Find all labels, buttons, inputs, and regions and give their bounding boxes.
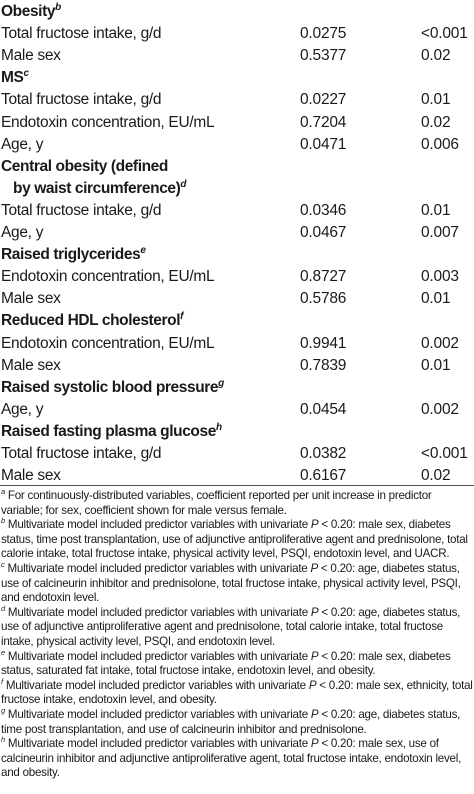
section-heading xyxy=(1,376,224,399)
footnote xyxy=(1,518,473,562)
table-row xyxy=(0,287,474,310)
predictor-label xyxy=(1,221,43,244)
coefficient-cell: 0.9941 xyxy=(300,334,347,352)
footnote-text: < 0.20: male sex, ethnicity, total fructose intake, endotoxin level, and obesity. xyxy=(1,678,473,707)
coefficient-cell: 0.0346 xyxy=(300,201,347,219)
footnote-mark: e xyxy=(1,647,5,657)
table-row xyxy=(0,22,474,45)
section-heading xyxy=(1,309,183,332)
predictor-label xyxy=(1,44,61,67)
footnote-text: Multivariate model included predictor variables with univariate xyxy=(7,737,311,751)
predictor-label xyxy=(1,464,61,487)
p-value-cell: 0.002 xyxy=(421,334,459,352)
label-text: Male sex xyxy=(1,356,61,374)
footnote-text: Multivariate model included predictor variables with univariate xyxy=(7,707,311,721)
footnote xyxy=(1,737,473,781)
predictor-label xyxy=(1,398,43,421)
footnote-text: Multivariate model included predictor variables with univariate xyxy=(7,649,311,663)
label-text: Total fructose intake, g/d xyxy=(1,445,162,462)
p-value-cell: <0.001 xyxy=(421,25,468,43)
table-row xyxy=(0,44,474,67)
section-heading-row xyxy=(0,66,474,89)
footnote-text: Multivariate model included predictor variables with univariate xyxy=(5,678,309,692)
footnote-text: < 0.20: age, diabetes status, use of adjunctive antiproliferative agent and prednisolone, total calorie intake, total fructose intake, physical activity level, PSQI, and endotoxin level. xyxy=(1,605,461,648)
coefficient-cell: 0.6167 xyxy=(300,467,347,485)
footnote-mark: b xyxy=(1,516,5,526)
label-text: Raised triglycerides xyxy=(1,246,141,264)
footnote-marker: h xyxy=(215,421,222,433)
predictor-label xyxy=(1,287,61,310)
p-value-cell: <0.001 xyxy=(421,445,468,462)
coefficient-cell: 0.0382 xyxy=(300,445,347,462)
section-heading-row xyxy=(0,177,474,200)
footnote xyxy=(1,489,473,518)
table-row xyxy=(0,442,474,465)
footnote-text: < 0.20: age, diabetes status, use of calcineurin inhibitor and prednisolone, total fructose intake, physical activity level, PSQI, and endotoxin level. xyxy=(1,561,461,605)
table-row xyxy=(0,133,474,156)
footnote-text: Multivariate model included predictor variables with univariate xyxy=(7,518,311,532)
predictor-label xyxy=(1,199,161,222)
label-text: Total fructose intake, g/d xyxy=(1,25,162,43)
section-heading xyxy=(1,155,168,178)
predictor-label xyxy=(1,22,161,45)
predictor-label xyxy=(1,133,43,156)
p-value-cell: 0.003 xyxy=(421,268,459,286)
italic-symbol: P xyxy=(310,649,319,663)
predictor-label xyxy=(1,442,161,465)
label-text: Raised systolic blood pressure xyxy=(1,378,219,396)
coefficient-cell: 0.0454 xyxy=(300,400,347,418)
label-text: Endotoxin concentration, EU/mL xyxy=(1,334,215,352)
footnote-text: Multivariate model included predictor variables with univariate xyxy=(7,605,311,619)
footnote-marker: e xyxy=(140,244,146,256)
section-heading-row xyxy=(0,155,474,178)
label-text: Central obesity (defined xyxy=(1,157,168,175)
coefficient-cell: 0.5377 xyxy=(300,47,347,65)
p-value-cell: 0.02 xyxy=(421,467,451,485)
table-footnotes xyxy=(1,489,473,781)
p-value-cell: 0.006 xyxy=(421,135,459,153)
coefficient-cell: 0.7839 xyxy=(300,356,347,374)
predictor-label xyxy=(1,111,214,134)
label-text: Obesity xyxy=(1,3,56,20)
section-heading xyxy=(1,420,222,443)
italic-symbol: P xyxy=(308,678,317,692)
coefficient-cell: 0.0275 xyxy=(300,25,347,43)
p-value-cell: 0.01 xyxy=(421,91,451,109)
table-row xyxy=(0,332,474,355)
footnote-text: < 0.20: male sex, diabetes status, saturated fat intake, total fructose intake, endotoxin level, and obesity. xyxy=(1,649,451,678)
p-value-cell: 0.007 xyxy=(421,224,459,241)
p-value-cell: 0.01 xyxy=(421,356,451,374)
footnote-text: For continuously-distributed variables, coefficient reported per unit increase in predictor variable; for sex, coefficient shown for male versus female. xyxy=(1,489,432,517)
coefficient-cell: 0.8727 xyxy=(300,268,347,286)
label-text: Endotoxin concentration, EU/mL xyxy=(1,268,215,286)
predictor-label xyxy=(1,332,214,355)
footnote-mark: c xyxy=(1,560,5,570)
section-heading-row xyxy=(0,420,474,443)
predictor-label xyxy=(1,88,161,111)
italic-symbol: P xyxy=(310,518,319,532)
footnote xyxy=(1,603,473,650)
footnote xyxy=(1,676,473,708)
footnote xyxy=(1,708,473,737)
predictor-label xyxy=(1,354,61,377)
footnote-marker: g xyxy=(218,377,224,389)
label-text: Age, y xyxy=(1,135,44,153)
footnote-text: < 0.20: age, diabetes status, time post transplantation, and use of calcineurin inhibitor and prednisolone. xyxy=(1,707,461,736)
section-heading xyxy=(13,177,186,200)
section-heading xyxy=(1,243,146,266)
footnote-mark: d xyxy=(1,603,5,613)
section-heading-row xyxy=(0,309,474,332)
footnote xyxy=(1,562,473,606)
footnote-mark: g xyxy=(1,706,5,716)
table-row xyxy=(0,265,474,288)
p-value-cell: 0.02 xyxy=(421,47,451,65)
coefficient-cell: 0.0471 xyxy=(300,135,347,153)
footnote-marker: f xyxy=(180,311,184,323)
footnote-marker: c xyxy=(23,68,29,80)
footnote xyxy=(1,647,473,679)
label-text: Total fructose intake, g/d xyxy=(1,201,162,219)
section-heading xyxy=(1,66,29,89)
label-text: Male sex xyxy=(1,47,61,65)
table-bottom-rule xyxy=(0,485,474,486)
coefficient-cell: 0.5786 xyxy=(300,290,347,308)
label-text: Raised fasting plasma glucose xyxy=(1,422,216,440)
label-text: Age, y xyxy=(1,400,44,418)
italic-symbol: P xyxy=(310,605,319,619)
footnote-mark: h xyxy=(1,735,5,745)
italic-symbol: P xyxy=(310,737,319,751)
italic-symbol: P xyxy=(310,707,319,721)
table-row xyxy=(0,88,474,111)
label-text: Male sex xyxy=(1,467,61,485)
coefficient-cell: 0.0467 xyxy=(300,224,347,241)
label-text: Age, y xyxy=(1,224,44,241)
p-value-cell: 0.01 xyxy=(421,290,451,308)
section-heading xyxy=(1,0,61,23)
predictor-label xyxy=(1,265,214,288)
label-text: Total fructose intake, g/d xyxy=(1,91,162,109)
table-row xyxy=(0,398,474,421)
italic-symbol: P xyxy=(310,561,318,575)
section-heading-row xyxy=(0,0,474,23)
footnote-marker: d xyxy=(180,178,187,190)
label-text: Male sex xyxy=(1,290,61,308)
label-text: Endotoxin concentration, EU/mL xyxy=(1,113,215,131)
section-heading-row xyxy=(0,376,474,399)
coefficient-cell: 0.0227 xyxy=(300,91,347,109)
label-text: by waist circumference) xyxy=(13,179,181,197)
label-text: MS xyxy=(1,69,24,87)
table-row xyxy=(0,221,474,244)
table-row xyxy=(0,199,474,222)
footnote-mark: f xyxy=(1,676,3,686)
footnote-text: < 0.20: male sex, diabetes status, time post transplantation, use of adjunctive antiproliferative agent and prednisolone, total calorie intake, total fructose intake, physical activity level, PSQI, endotoxin level, and UACR. xyxy=(1,518,468,561)
table-row xyxy=(0,464,474,487)
footnote-mark: a xyxy=(1,487,5,497)
footnote-text: Multivariate model included predictor variables with univariate xyxy=(7,561,311,575)
footnote-text: < 0.20: male sex, use of calcineurin inhibitor and adjunctive antiproliferative agent, total fructose intake, endotoxin level, and obesity. xyxy=(1,737,462,780)
label-text: Reduced HDL cholesterol xyxy=(1,312,181,330)
p-value-cell: 0.002 xyxy=(421,400,459,418)
table-row xyxy=(0,111,474,134)
section-heading-row xyxy=(0,243,474,266)
table-row xyxy=(0,354,474,377)
p-value-cell: 0.02 xyxy=(421,113,451,131)
coefficient-cell: 0.7204 xyxy=(300,113,347,131)
footnote-marker: b xyxy=(55,1,61,13)
p-value-cell: 0.01 xyxy=(421,201,451,219)
